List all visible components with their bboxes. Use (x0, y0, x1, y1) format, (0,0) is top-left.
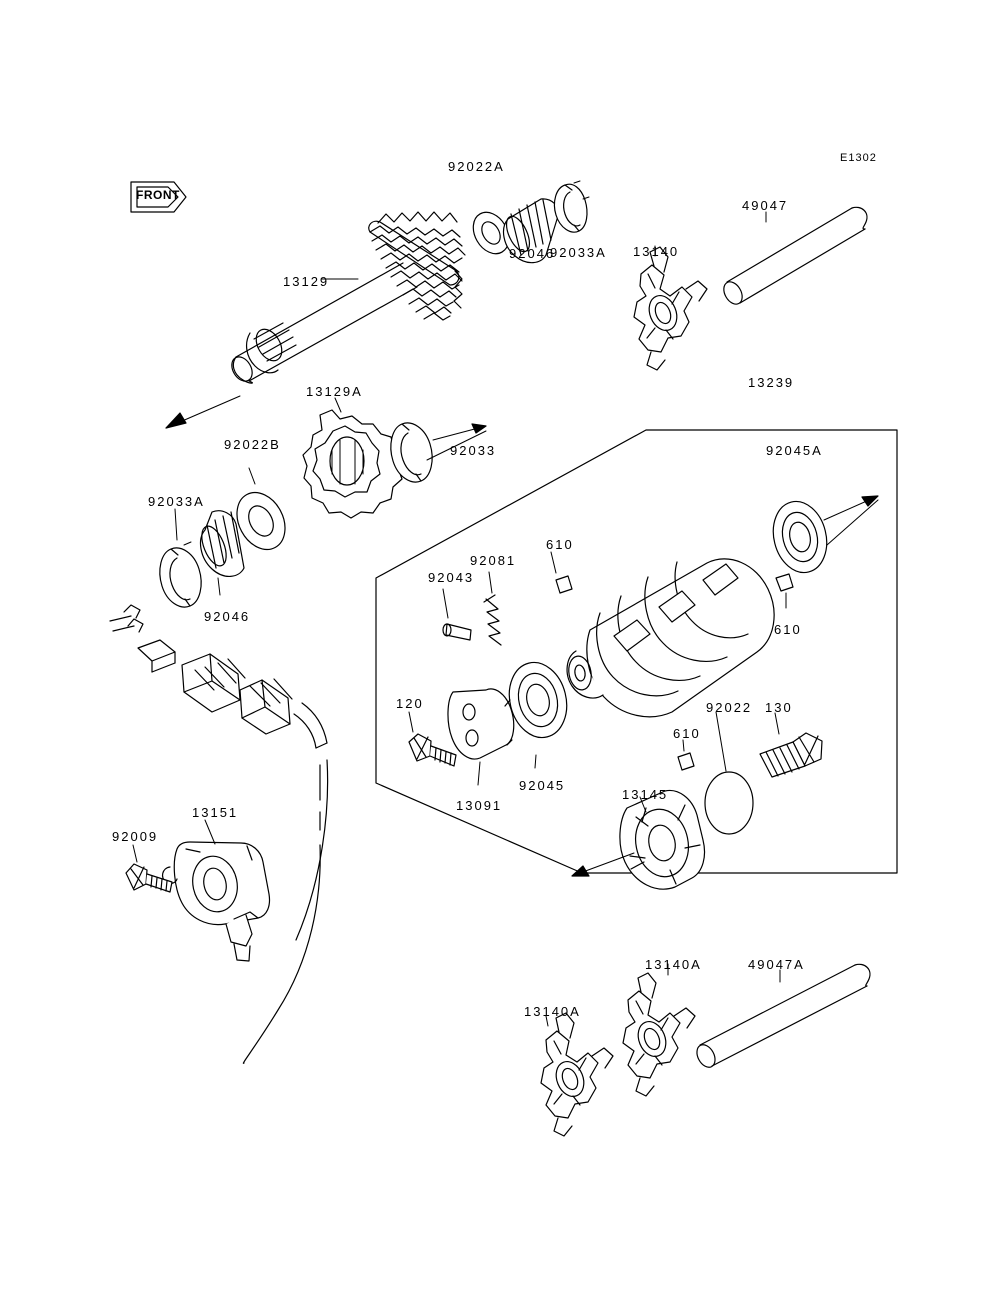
shift-fork-13140a-left (541, 1013, 613, 1136)
pin-610-right (776, 574, 793, 608)
pin-610-lower (678, 740, 694, 770)
shift-fork-13140 (634, 246, 707, 370)
part-label-92045a: 92045A (766, 443, 823, 458)
part-label-13129a: 13129A (306, 384, 363, 399)
drawing-number: E1302 (840, 152, 877, 164)
part-label-120: 120 (396, 696, 424, 711)
part-label-13140: 13140 (633, 244, 680, 259)
washer-92022 (705, 712, 753, 834)
shift-drum-13239 (566, 559, 774, 717)
circlip-92033a-left (160, 509, 201, 607)
front-badge (127, 176, 185, 218)
part-label-92022: 92022 (706, 700, 753, 715)
part-label-49047: 49047 (742, 198, 789, 213)
part-label-92022a: 92022A (448, 159, 505, 174)
part-label-49047a: 49047A (748, 957, 805, 972)
circlip-92033a-top (554, 181, 589, 232)
part-label-610-upper: 610 (546, 537, 574, 552)
neutral-switch-13151 (163, 820, 270, 961)
part-label-13151: 13151 (192, 805, 239, 820)
shift-cam-13145 (572, 790, 705, 889)
part-label-13145: 13145 (622, 787, 669, 802)
part-label-92043: 92043 (428, 570, 475, 585)
part-label-92022b: 92022B (224, 437, 281, 452)
spring-92081 (484, 572, 501, 645)
part-label-13091: 13091 (456, 798, 503, 813)
part-label-92081: 92081 (470, 553, 517, 568)
bearing-92045a (766, 496, 878, 578)
part-label-13140a-left: 13140A (524, 1004, 581, 1019)
needle-bearing-92046-left (197, 511, 244, 595)
part-label-92046-left: 92046 (204, 609, 251, 624)
part-label-92033a-top: 92033A (550, 245, 607, 260)
shift-rod-49047 (720, 207, 867, 307)
holder-13091 (448, 689, 514, 785)
part-label-610-right: 610 (774, 622, 802, 637)
pin-610-upper (551, 552, 572, 593)
part-label-92033: 92033 (450, 443, 497, 458)
front-badge-label: FRONT (136, 188, 180, 202)
bolt-130 (760, 713, 822, 777)
part-label-610-lower: 610 (673, 726, 701, 741)
shift-rod-49047a (693, 964, 870, 1070)
gear-13129a (303, 398, 402, 518)
pin-92043 (443, 589, 471, 640)
part-label-130: 130 (765, 700, 793, 715)
part-label-92046-top: 92046 (509, 246, 556, 261)
shift-fork-13140a-right (623, 964, 695, 1096)
part-label-13140a-right: 13140A (645, 957, 702, 972)
part-label-13239: 13239 (748, 375, 795, 390)
part-label-92045: 92045 (519, 778, 566, 793)
part-label-92033a-left: 92033A (148, 494, 205, 509)
part-label-13129: 13129 (283, 274, 330, 289)
part-label-92009: 92009 (112, 829, 159, 844)
